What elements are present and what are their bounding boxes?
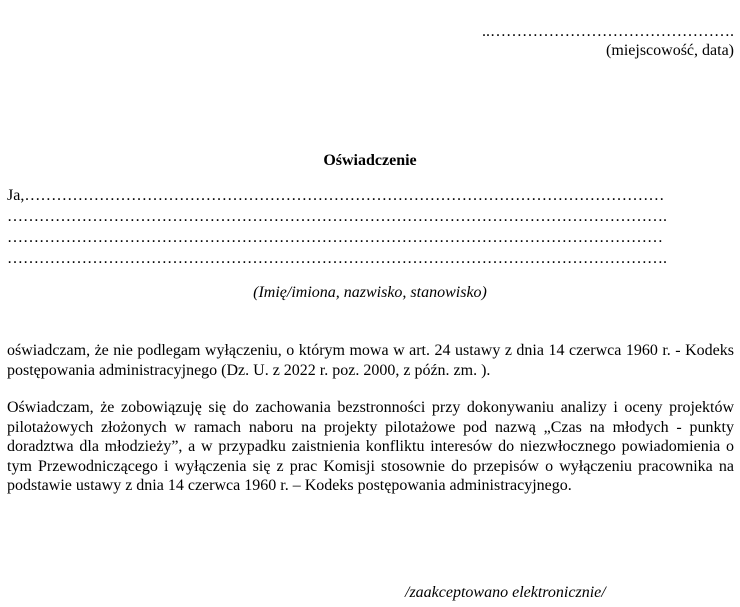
identity-line-2: ……………………………………………………………………………………………………………. [7,208,667,225]
declaration-paragraph-1: oświadczam, że nie podlegam wyłączeniu, o którym mowa w art. 24 ustawy z dnia 14 czerwca 1960 r. - Kodeks postępowania administracyjnego (Dz. U. z 2022 r. poz. 2000, z późn. zm. ). [7,342,734,379]
identity-line-3: …………………………………………………………………………………………………………… [7,229,663,246]
identity-caption: (Imię/imiona, nazwisko, stanowisko) [253,284,487,301]
place-date-label: (miejscowość, data) [606,42,734,59]
document-title: Oświadczenie [323,152,417,169]
place-date-dotted-line: ..………………………………………. [482,23,734,40]
identity-line-4: ……………………………………………………………………………………………………………. [7,250,667,267]
identity-line-1: Ja,………………………………………………………………………………………………………… [7,187,665,204]
declaration-paragraph-2: Oświadczam, że zobowiązuję się do zachowania bezstronności przy dokonywaniu analizy i oceny projektów pilotażowych złożonych w ramach naboru na projekty pilotażowe pod nazwą „Czas na młodych - punkty doradztwa dla młodzieży”, a w przypadku zaistnienia konfliktu interesów do niezwłocznego powiadomienia o tym Przewodniczącego i wyłączenia się z prac Komisji stosownie do przepisów o wyłączeniu pracownika na podstawie ustawy z dnia 14 czerwca 1960 r. – Kodeks postępowania administracyjnego. [7,399,734,494]
acceptance-note: /zaakceptowano elektronicznie/ [405,584,606,601]
